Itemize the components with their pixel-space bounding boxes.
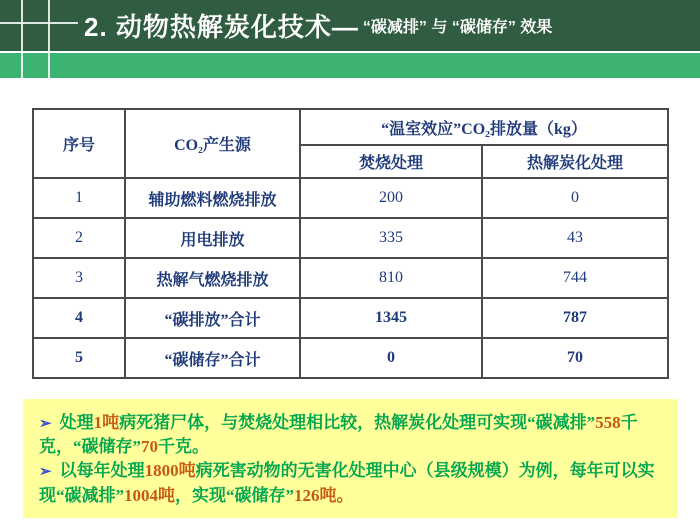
cell-source: “碳排放”合计 [125,298,300,338]
decorative-vertical-line [48,0,50,78]
table-row [33,258,668,298]
slide-subtitle: “碳减排” 与 “碳储存” 效果 [362,19,553,36]
cell-source: “碳储存”合计 [125,338,300,378]
cell-burn-value: 335 [300,218,482,258]
cell-seq: 3 [33,258,125,298]
decorative-vertical-line [21,0,23,78]
column-header-seq: 序号 [33,109,125,178]
note-text: 千克，“碳储存” [39,413,638,457]
cell-seq: 4 [33,298,125,338]
cell-seq: 1 [33,178,125,218]
table-row [33,178,668,218]
cell-pyro-value: 0 [482,178,668,218]
cell-source: 用电排放 [125,218,300,258]
note-text: ，实现“碳储存” [175,485,294,505]
cell-burn-value: 810 [300,258,482,298]
cell-seq: 5 [33,338,125,378]
column-header-pyro: 热解炭化处理 [482,145,668,178]
table-row-total-emission [33,298,668,338]
bullet-arrow-icon: ➢ [39,464,52,481]
cell-burn-value: 0 [300,338,482,378]
bullet-arrow-icon: ➢ [39,416,52,432]
cell-pyro-value: 787 [482,298,668,338]
note-highlight-value: 1004吨 [124,485,175,505]
emissions-table [32,108,669,379]
cell-seq: 2 [33,218,125,258]
note-item [39,411,664,459]
note-highlight-value: 1800吨 [144,461,196,481]
note-text: 千克。 [158,437,209,457]
note-highlight-value: 70 [141,437,158,457]
column-header-span: “温室效应”CO₂排放量（kg） [300,109,668,145]
column-header-source: CO₂产生源 [125,109,300,178]
note-highlight-value: 558 [595,413,621,432]
note-text: 病死害动物的无害化处理中心（县级规模）为例，每年可以实现“碳减排” [39,461,655,505]
cell-burn-value: 200 [300,178,482,218]
column-header-burn: 焚烧处理 [300,145,482,178]
header-band [0,0,700,51]
notes-list [39,411,664,508]
notes-box [23,399,678,518]
note-highlight-value: 1吨 [93,413,120,432]
note-text: 处理 [59,413,94,432]
decorative-horizontal-line [0,22,78,24]
note-text: 病死猪尸体，与焚烧处理相比较，热解炭化处理可实现“碳减排” [119,413,596,432]
note-highlight-value: 126吨。 [294,485,354,505]
cell-source: 热解气燃烧排放 [125,258,300,298]
cell-source: 辅助燃料燃烧排放 [125,178,300,218]
cell-pyro-value: 43 [482,218,668,258]
table-row-total-storage [33,338,668,378]
table-row [33,218,668,258]
note-item [39,459,664,507]
cell-pyro-value: 70 [482,338,668,378]
slide-title: 2. 动物热解炭化技术— [84,12,359,42]
note-text: 以每年处理 [59,461,145,481]
cell-burn-value: 1345 [300,298,482,338]
header-accent-band [0,53,700,78]
cell-pyro-value: 744 [482,258,668,298]
